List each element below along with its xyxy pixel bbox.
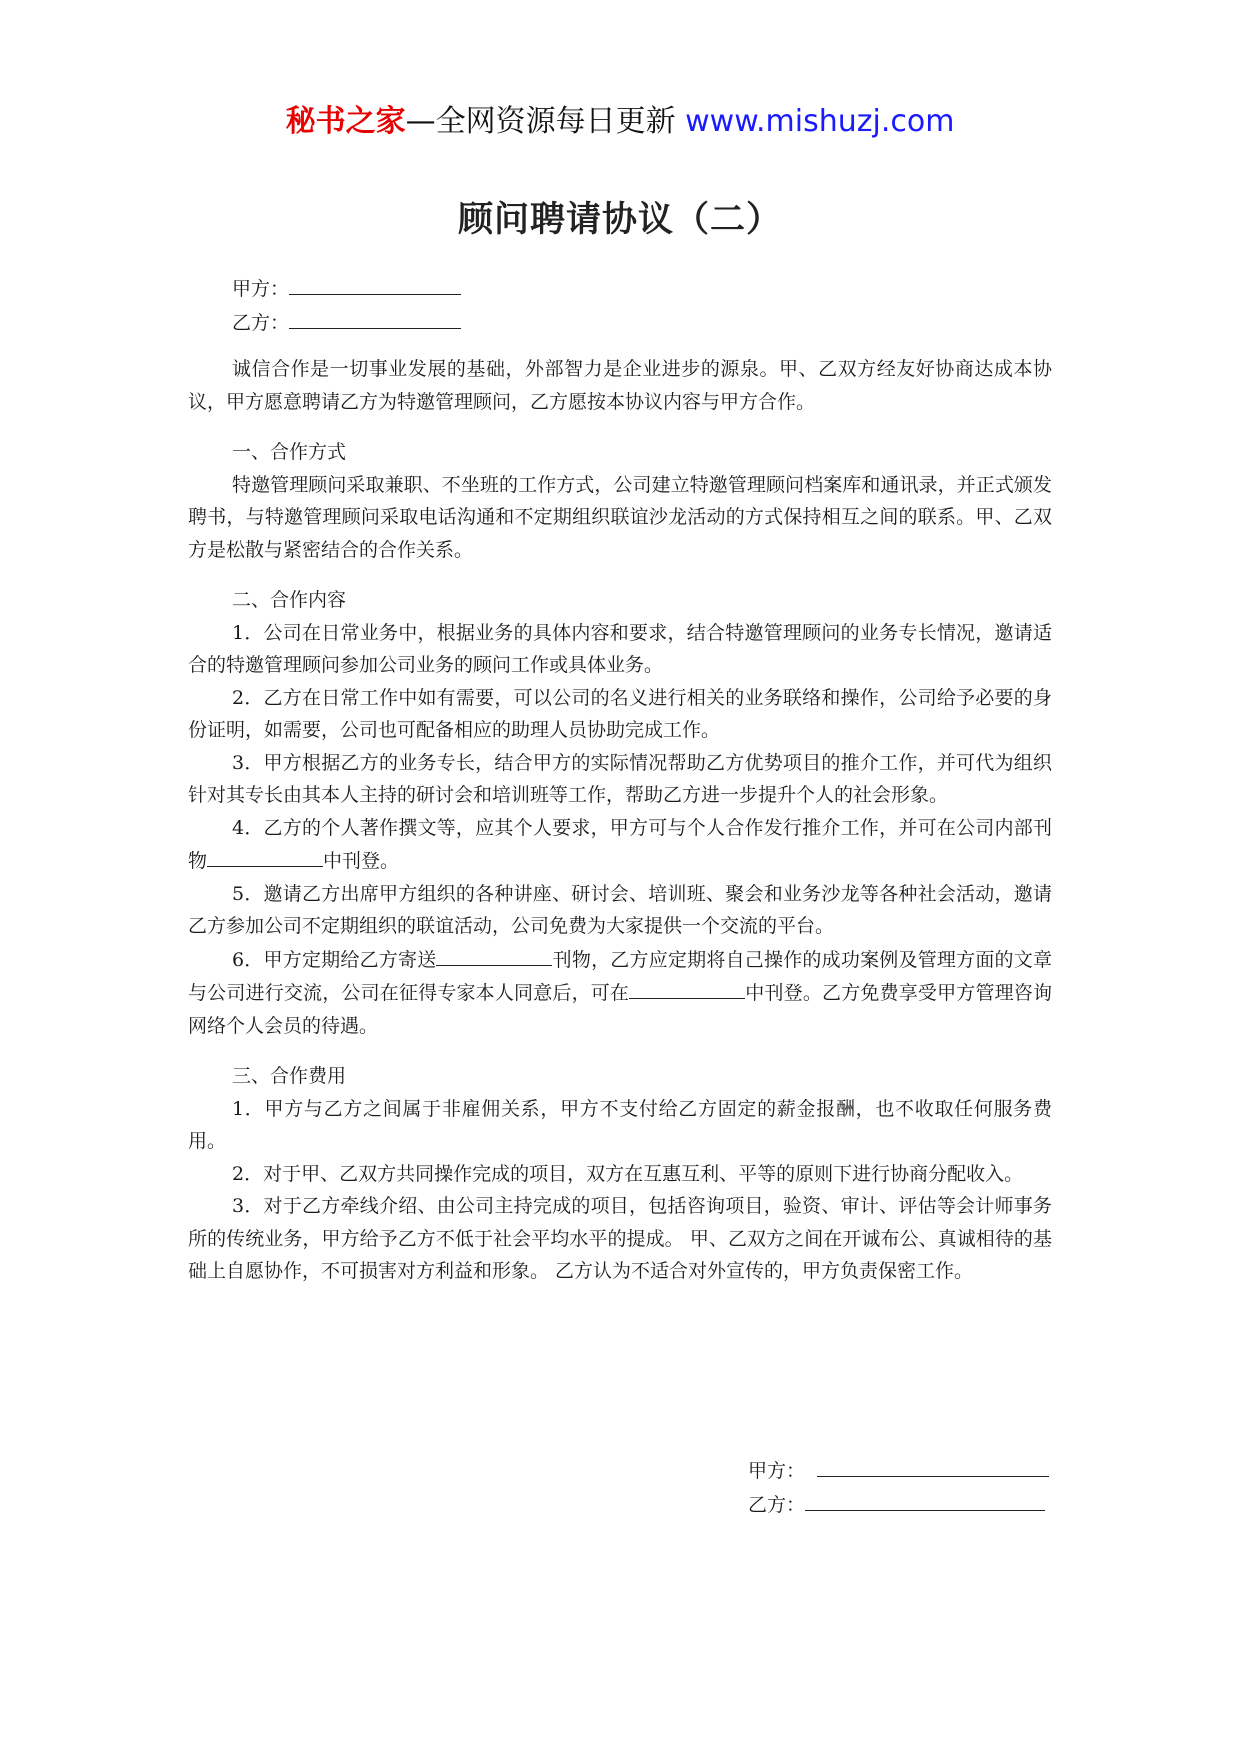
- section2-item6: [188, 943, 1052, 1043]
- section3-item3: 3．对于乙方牵线介绍、由公司主持完成的项目，包括咨询项目，验资、审计、评估等会计师事务所的传统业务，甲方给予乙方不低于社会平均水平的提成。 甲、乙双方之间在开诚布公、真诚相待的基础上自愿协作，不可损害对方利益和形象。 乙方认为不适合对外宣传的，甲方负责保密工作。: [188, 1195, 1052, 1282]
- section1-heading: 一、合作方式: [232, 441, 347, 463]
- signature-party-a: [748, 1454, 1058, 1488]
- party-b-label: 乙方：: [232, 311, 290, 334]
- section2-item6-text-c: 中刊登。乙方免费享受甲方管理咨询网络个人会员的待遇。: [188, 982, 1052, 1037]
- party-a-line: [188, 272, 1052, 306]
- signature-party-b-blank: [805, 1488, 1045, 1511]
- section3-heading: 三、合作费用: [232, 1065, 347, 1087]
- site-banner: [0, 100, 1240, 144]
- banner-tagline: —全网资源每日更新: [405, 104, 676, 139]
- section2-item6-text-b: 刊物，乙方应定期将自己操作的成功案例及管理方面的文章与公司进行交流，公司在征得专家本人同意后，可在: [188, 948, 1052, 1004]
- banner-brand: 秘书之家: [285, 104, 406, 139]
- intro-paragraph: 诚信合作是一切事业发展的基础，外部智力是企业进步的源泉。甲、乙双方经友好协商达成本协议，甲方愿意聘请乙方为特邀管理顾问，乙方愿按本协议内容与甲方合作。: [188, 358, 1052, 413]
- section2-item2: 2．乙方在日常工作中如有需要，可以公司的名义进行相关的业务联络和操作，公司给予必要的身份证明，如需要，公司也可配备相应的助理人员协助完成工作。: [188, 686, 1052, 741]
- party-a-label: 甲方：: [232, 278, 290, 300]
- section2-heading: 二、合作内容: [232, 589, 347, 611]
- section2-item4: [188, 812, 1052, 878]
- party-b-blank: [289, 306, 461, 329]
- party-a-blank: [289, 272, 461, 295]
- signature-party-a-blank: [817, 1454, 1049, 1477]
- journal-blank: [207, 844, 323, 867]
- signature-party-b: [748, 1488, 1058, 1522]
- publish-venue-blank: [629, 976, 745, 999]
- section3-item2: 2．对于甲、乙双方共同操作完成的项目，双方在互惠互利、平等的原则下进行协商分配收入。: [232, 1162, 1024, 1185]
- section2-item6-text-a: 6．甲方定期给乙方寄送: [232, 948, 437, 971]
- document-body: [188, 272, 1052, 1288]
- party-b-line: [188, 306, 1052, 340]
- section2-item5: 5．邀请乙方出席甲方组织的各种讲座、研讨会、培训班、聚会和业务沙龙等各种社会活动，邀请乙方参加公司不定期组织的联谊活动，公司免费为大家提供一个交流的平台。: [188, 882, 1052, 937]
- signature-party-a-label: 甲方：: [748, 1460, 806, 1482]
- section2-item1: 1．公司在日常业务中，根据业务的具体内容和要求，结合特邀管理顾问的业务专长情况，邀请适合的特邀管理顾问参加公司业务的顾问工作或具体业务。: [188, 621, 1052, 676]
- section2-item4-text-b: 中刊登。: [323, 850, 400, 872]
- section2-item4-text-a: 4．乙方的个人著作撰文等，应其个人要求，甲方可与个人合作发行推介工作，并可在公司内部刊物: [188, 816, 1052, 872]
- document-title: 顾问聘请协议（二）: [457, 199, 782, 240]
- signature-party-b-label: 乙方：: [748, 1493, 806, 1516]
- section1-text: 特邀管理顾问采取兼职、不坐班的工作方式，公司建立特邀管理顾问档案库和通讯录，并正式颁发聘书，与特邀管理顾问采取电话沟通和不定期组织联谊沙龙活动的方式保持相互之间的联系。甲、乙双方是松散与紧密结合的合作关系。: [188, 473, 1052, 561]
- banner-url-link[interactable]: www.mishuzj.com: [685, 104, 955, 139]
- publication-blank: [436, 943, 552, 966]
- section2-item3: 3．甲方根据乙方的业务专长，结合甲方的实际情况帮助乙方优势项目的推介工作，并可代为组织针对其专长由其本人主持的研讨会和培训班等工作，帮助乙方进一步提升个人的社会形象。: [188, 751, 1052, 806]
- section3-item1: 1．甲方与乙方之间属于非雇佣关系，甲方不支付给乙方固定的薪金报酬，也不收取任何服务费用。: [188, 1097, 1052, 1152]
- signature-block: [748, 1454, 1058, 1521]
